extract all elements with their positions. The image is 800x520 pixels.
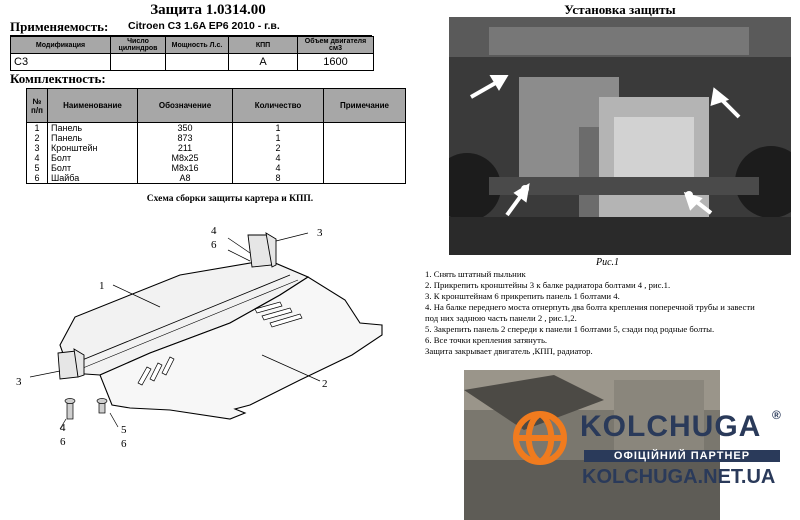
spec-table — [10, 36, 374, 71]
kit-cell-name: Панель — [48, 123, 138, 134]
kit-cell-number: 1 — [27, 123, 48, 134]
kit-table-header — [27, 89, 406, 123]
logo-registered: ® — [772, 408, 781, 422]
install-steps — [425, 269, 797, 357]
spec-header-power: Мощность Л.с. — [166, 37, 229, 54]
kit-header-quantity: Количество — [233, 89, 324, 123]
label-part-1: 1 — [99, 280, 105, 292]
bolt-icon — [65, 399, 107, 420]
installation-photo — [449, 17, 791, 255]
kit-cell-note — [324, 123, 406, 134]
kit-cell-note — [324, 133, 406, 143]
detail-photo — [464, 370, 720, 520]
install-step: 6. Все точки крепления затянуть. — [425, 335, 548, 345]
kit-cell-name: Кронштейн — [48, 143, 138, 153]
figure-label: Рис.1 — [596, 257, 620, 268]
kit-cell-number: 3 — [27, 143, 48, 153]
assembly-diagram — [0, 205, 420, 455]
schema-caption: Схема сборки защиты картера и КПП. — [146, 194, 314, 204]
kit-row — [27, 163, 406, 173]
kit-cell-name: Панель — [48, 133, 138, 143]
applicability-value: Citroen C3 1.6A EP6 2010 - г.в. — [128, 20, 280, 32]
kit-row — [27, 143, 406, 153]
kit-header-designation: Обозначение — [138, 89, 233, 123]
kit-cell-quantity: 4 — [233, 163, 324, 173]
label-part-6-bottom: 6 — [60, 436, 66, 448]
kit-label: Комплектность: — [10, 71, 106, 86]
detail-photo-illustration — [464, 370, 720, 520]
kit-cell-designation: 350 — [138, 123, 233, 134]
label-part-6-top: 6 — [211, 239, 217, 251]
label-part-5: 5 — [121, 424, 127, 436]
kit-cell-quantity: 1 — [233, 133, 324, 143]
kit-cell-number: 6 — [27, 173, 48, 184]
kit-cell-designation: 211 — [138, 143, 233, 153]
install-step: 3. К кронштейнам 6 прикрепить панель 1 болтами 4. — [425, 291, 620, 301]
kit-row — [27, 123, 406, 134]
install-step: Защита закрывает двигатель ,КПП, радиатор. — [425, 346, 593, 356]
kit-cell-designation: 873 — [138, 133, 233, 143]
logo-partner: ОФІЦІЙНИЙ ПАРТНЕР — [584, 450, 780, 462]
kit-cell-name: Болт — [48, 153, 138, 163]
label-part-4-bottom: 4 — [60, 422, 66, 434]
spec-header-displacement: Объем двигателя см3 — [298, 37, 374, 54]
install-step: 5. Закрепить панель 2 спереди к панели 1 болтами 5, сзади под родные болты. — [425, 324, 715, 334]
kit-cell-quantity: 2 — [233, 143, 324, 153]
install-step: 2. Прикрепить кронштейны 3 к балке радиатора болтами 4 , рис.1. — [425, 280, 671, 290]
document-title: Защита 1.0314.00 — [150, 2, 266, 18]
label-part-2: 2 — [322, 378, 328, 390]
spec-header-gearbox: КПП — [229, 37, 298, 54]
spec-cell-modification: C3 — [11, 54, 111, 71]
spec-header-modification: Модификация — [11, 37, 111, 54]
applicability-label: Применяемость: — [10, 19, 109, 34]
install-step: 4. На балке переднего моста отнерпуть два болта крепления поперечной трубы и завести — [425, 302, 755, 312]
kit-row — [27, 153, 406, 163]
kit-cell-name: Шайба — [48, 173, 138, 184]
kit-cell-designation: A8 — [138, 173, 233, 184]
kit-table — [26, 88, 406, 184]
kit-header-note: Примечание — [324, 89, 406, 123]
spec-cell-displacement: 1600 — [298, 54, 374, 71]
spec-header-cylinders: Число цилиндров — [111, 37, 166, 54]
kit-cell-quantity: 8 — [233, 173, 324, 184]
bracket-top — [248, 233, 276, 267]
spec-cell-cylinders — [111, 54, 166, 71]
install-step: под них заднюю часть панели 2 , рис.1,2. — [425, 313, 577, 323]
bracket-left — [58, 349, 84, 379]
kit-cell-note — [324, 173, 406, 184]
engine-bay-illustration — [449, 17, 791, 255]
kit-cell-designation: M8x25 — [138, 153, 233, 163]
install-step: 1. Снять штатный пыльник — [425, 269, 526, 279]
kit-row — [27, 173, 406, 184]
kit-cell-note — [324, 143, 406, 153]
spec-cell-gearbox: A — [229, 54, 298, 71]
spec-table-header — [11, 37, 374, 54]
kolchuga-logo-icon — [505, 408, 575, 468]
kit-row — [27, 133, 406, 143]
logo-site: KOLCHUGA.NET.UA — [582, 466, 776, 488]
label-part-4-top: 4 — [211, 225, 217, 237]
kit-cell-number: 4 — [27, 153, 48, 163]
kit-cell-name: Болт — [48, 163, 138, 173]
kit-cell-note — [324, 153, 406, 163]
kit-cell-note — [324, 163, 406, 173]
kit-header-number: № п/п — [27, 89, 48, 123]
label-part-6-right: 6 — [121, 438, 127, 450]
install-title: Установка защиты — [564, 2, 676, 17]
kit-cell-quantity: 1 — [233, 123, 324, 134]
kit-cell-number: 2 — [27, 133, 48, 143]
kit-cell-designation: M8x16 — [138, 163, 233, 173]
logo-brand: KOLCHUGA — [580, 410, 762, 443]
kit-cell-quantity: 4 — [233, 153, 324, 163]
label-part-3-top: 3 — [317, 227, 323, 239]
kit-cell-number: 5 — [27, 163, 48, 173]
spec-table-row — [11, 54, 374, 71]
label-part-3-left: 3 — [16, 376, 22, 388]
spec-cell-power — [166, 54, 229, 71]
kit-header-name: Наименование — [48, 89, 138, 123]
